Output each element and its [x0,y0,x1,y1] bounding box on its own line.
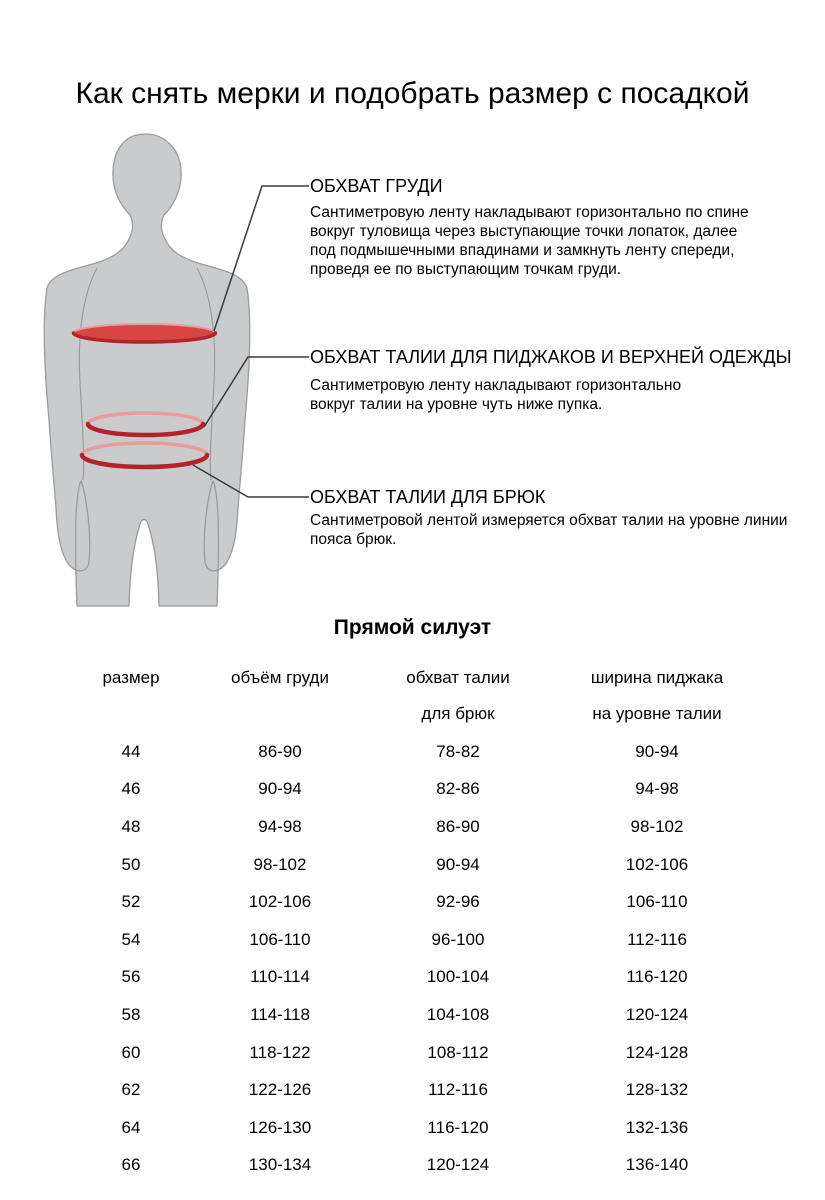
table-row [85,921,781,959]
column-header-jacket-width-line2: на уровне талии [592,704,722,723]
table-cell: 124-128 [625,1042,689,1062]
section-trouser-waist [310,487,790,549]
table-row [85,846,781,884]
table-cell: 86-90 [436,816,480,836]
column-header-waist-line2: для брюк [421,704,495,723]
table-cell: 132-136 [625,1117,689,1137]
table-row [85,959,781,997]
table-cell: 44 [121,741,141,761]
table-cell: 60 [121,1042,141,1062]
chest-band [74,324,216,342]
table-row [85,808,781,846]
table-cell: 116-120 [626,967,688,987]
column-header-waist: обхват талии [406,668,510,687]
section-trouser-waist-description: Сантиметровой лентой измеряется обхват талии на уровне линии пояса брюк. [310,512,788,548]
table-cell: 136-140 [625,1155,689,1175]
table-cell: 120-124 [426,1155,490,1175]
table-row [85,771,781,809]
table-row [85,1034,781,1072]
section-trouser-waist-heading: ОБХВАТ ТАЛИИ ДЛЯ БРЮК [310,487,546,507]
table-row [85,883,781,921]
table-cell: 126-130 [248,1117,312,1137]
table-cell: 66 [121,1155,141,1175]
table-cell: 92-96 [436,892,480,912]
table-cell: 56 [121,967,141,987]
table-cell: 86-90 [258,741,302,761]
table-cell: 82-86 [436,779,480,799]
table-cell: 128-132 [625,1080,689,1100]
table-cell: 100-104 [426,967,490,987]
table-cell: 130-134 [248,1155,312,1175]
table-row [85,1147,781,1185]
size-table-header-row-1 [85,660,781,696]
table-cell: 120-124 [625,1004,689,1024]
table-cell: 50 [121,854,141,874]
table-cell: 122-126 [248,1080,312,1100]
table-cell: 94-98 [258,816,302,836]
size-table-header [85,660,781,732]
section-chest [310,176,762,279]
table-cell: 90-94 [436,854,480,874]
table-cell: 94-98 [635,779,679,799]
table-cell: 46 [121,779,141,799]
table-cell: 112-116 [627,929,687,949]
section-chest-description: Сантиметровую ленту накладывают горизонтально по спине вокруг туловища через выступающие точки лопаток, далее под подмышечными впадинами и замкнуть ленту спереди, проведя ее по выступающим точкам груди. [310,204,749,278]
table-cell: 108-112 [427,1042,489,1062]
table-cell: 102-106 [248,892,312,912]
table-cell: 90-94 [635,741,679,761]
table-row [85,996,781,1034]
table-cell: 58 [121,1004,141,1024]
table-cell: 98-102 [630,816,684,836]
table-cell: 102-106 [625,854,689,874]
table-cell: 62 [121,1080,141,1100]
table-cell: 98-102 [253,854,307,874]
size-table-body [85,733,781,1184]
table-cell: 96-100 [431,929,485,949]
column-header-size: размер [102,668,160,687]
body-measurement-figure [0,120,320,620]
table-cell: 52 [121,892,141,912]
table-cell: 110-114 [250,967,310,987]
table-cell: 118-122 [249,1042,311,1062]
table-row [85,733,781,771]
section-jacket-waist [310,347,792,414]
table-cell: 78-82 [436,741,480,761]
table-cell: 90-94 [258,779,302,799]
page-title: Как снять мерки и подобрать размер с посадкой [75,77,750,110]
table-cell: 116-120 [427,1117,489,1137]
table-row [85,1071,781,1109]
table-cell: 106-110 [249,929,311,949]
section-jacket-waist-heading: ОБХВАТ ТАЛИИ ДЛЯ ПИДЖАКОВ И ВЕРХНЕЙ ОДЕЖДЫ [310,347,792,367]
section-chest-heading: ОБХВАТ ГРУДИ [310,176,443,196]
size-table-title: Прямой силуэт [333,616,492,639]
table-row [85,1109,781,1147]
section-jacket-waist-description: Сантиметровую ленту накладывают горизонтально вокруг талии на уровне чуть ниже пупка. [310,377,682,413]
table-cell: 104-108 [426,1004,490,1024]
column-header-jacket-width: ширина пиджака [590,668,724,687]
table-cell: 114-118 [250,1004,310,1024]
male-silhouette [44,134,249,606]
table-cell: 54 [121,929,141,949]
column-header-chest: объём груди [231,668,329,687]
table-cell: 64 [121,1117,141,1137]
table-cell: 48 [121,816,141,836]
size-table-header-row-2 [85,696,781,732]
table-cell: 106-110 [626,892,688,912]
table-cell: 112-116 [428,1080,488,1100]
